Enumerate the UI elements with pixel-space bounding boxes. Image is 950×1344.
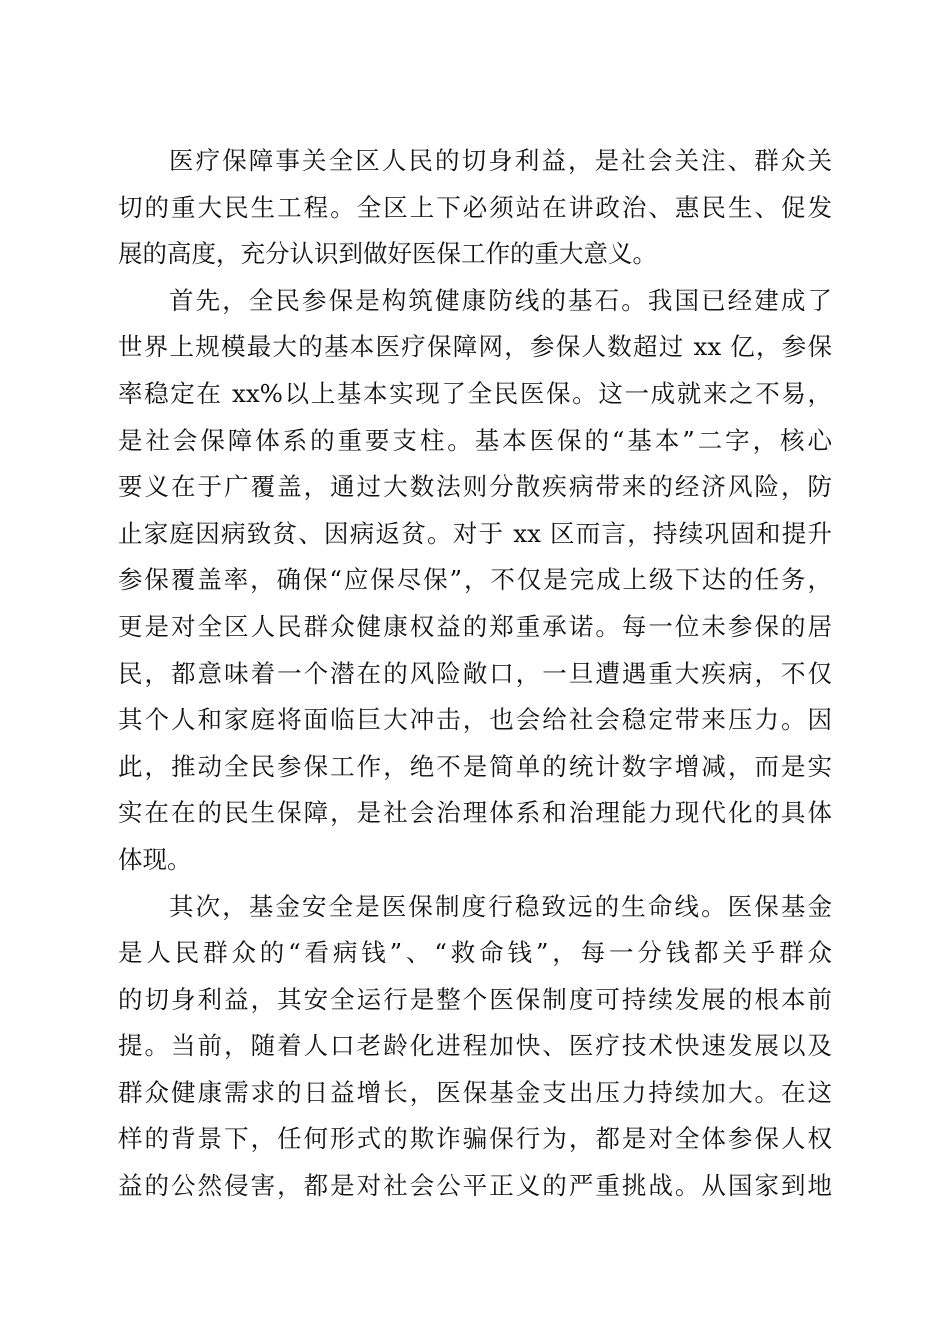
- text-line: 世界上规模最大的基本医疗保障网，参保人数超过 xx 亿，参保: [118, 332, 832, 362]
- text-line: 其次，基金安全是医保制度行稳致远的生命线。医保基金: [169, 891, 832, 921]
- paragraph-fund-safety: [118, 884, 832, 1210]
- paragraph-universal-insurance: [118, 278, 832, 884]
- text-line: 止家庭因病致贫、因病返贫。对于 xx 区而言，持续巩固和提升: [118, 518, 832, 548]
- text-line: 是社会保障体系的重要支柱。基本医保的“基本”二字，核心: [118, 425, 832, 455]
- text-line: 首先，全民参保是构筑健康防线的基石。我国已经建成了: [169, 285, 832, 315]
- text-line: 展的高度，充分认识到做好医保工作的重大意义。: [118, 239, 657, 269]
- text-line: 是人民群众的“看病钱”、“救命钱”，每一分钱都关乎群众: [118, 938, 832, 968]
- text-line: 群众健康需求的日益增长，医保基金支出压力持续加大。在这: [118, 1077, 832, 1107]
- text-line: 样的背景下，任何形式的欺诈骗保行为，都是对全体参保人权: [118, 1124, 832, 1154]
- text-line: 实在在的民生保障，是社会治理体系和治理能力现代化的具体: [118, 798, 832, 828]
- text-line: 体现。: [118, 844, 192, 874]
- text-line: 要义在于广覆盖，通过大数法则分散疾病带来的经济风险，防: [118, 472, 832, 502]
- text-line: 益的公然侵害，都是对社会公平正义的严重挑战。从国家到地: [118, 1171, 832, 1201]
- text-line: 的切身利益，其安全运行是整个医保制度可持续发展的根本前: [118, 984, 832, 1014]
- paragraph-importance: [118, 138, 832, 278]
- text-line: 医疗保障事关全区人民的切身利益，是社会关注、群众关: [169, 146, 832, 175]
- text-line: 参保覆盖率，确保“应保尽保”，不仅是完成上级下达的任务，: [118, 565, 832, 595]
- text-line: 其个人和家庭将面临巨大冲击，也会给社会稳定带来压力。因: [118, 705, 832, 735]
- text-line: 民，都意味着一个潜在的风险敞口，一旦遭遇重大疾病，不仅: [118, 658, 832, 688]
- text-line: 更是对全区人民群众健康权益的郑重承诺。每一位未参保的居: [118, 611, 832, 641]
- text-line: 提。当前，随着人口老龄化进程加快、医疗技术快速发展以及: [118, 1031, 832, 1061]
- text-line: 切的重大民生工程。全区上下必须站在讲政治、惠民生、促发: [118, 192, 832, 222]
- text-line: 率稳定在 xx%以上基本实现了全民医保。这一成就来之不易，: [118, 378, 832, 408]
- body-text: [118, 138, 832, 1210]
- text-line: 此，推动全民参保工作，绝不是简单的统计数字增减，而是实: [118, 751, 832, 781]
